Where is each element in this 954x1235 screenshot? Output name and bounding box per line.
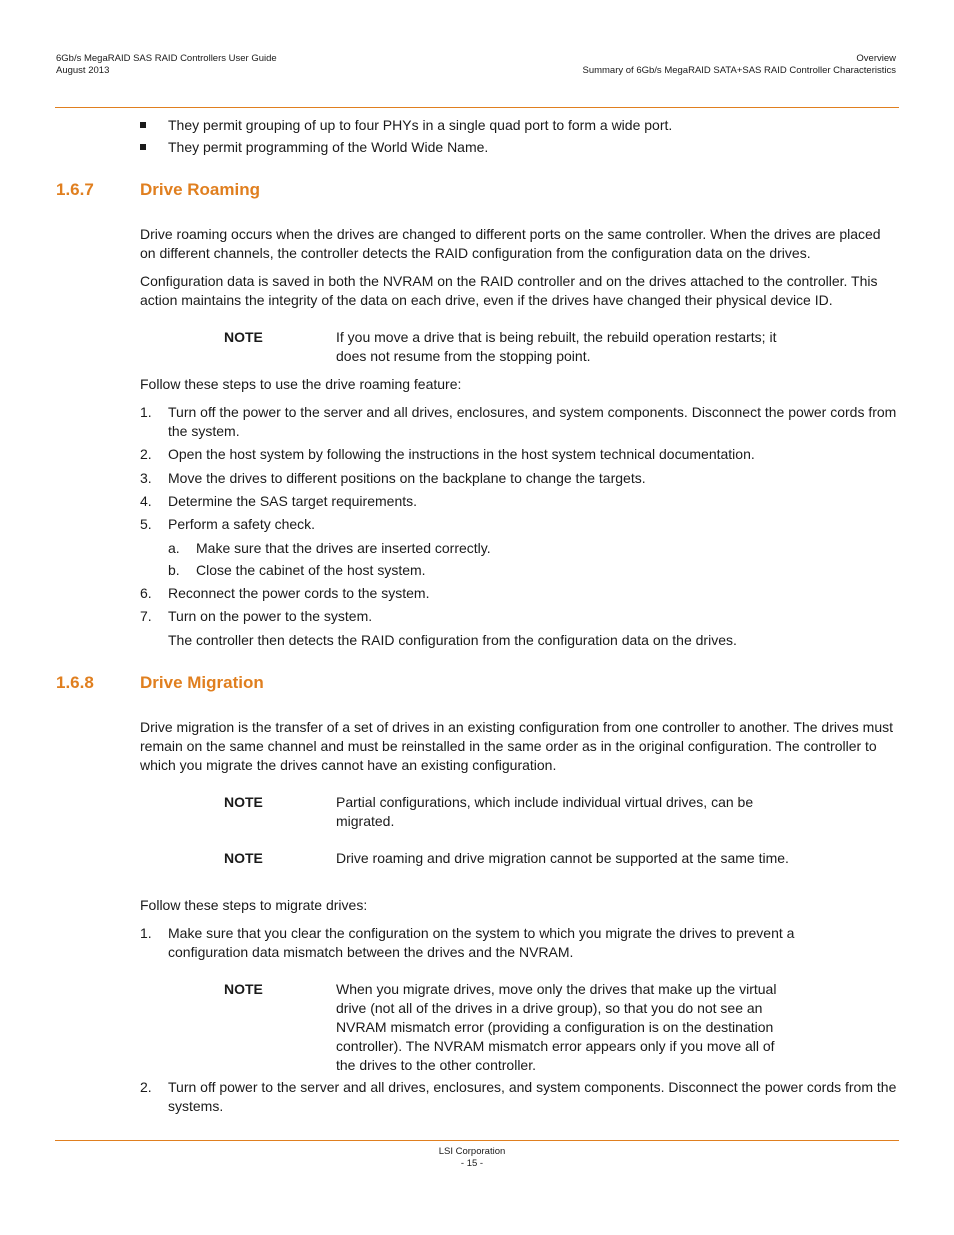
note-text: Partial configurations, which include individual virtual drives, can be migrated. [336,794,754,829]
section-title: Drive Migration [140,673,264,692]
substep-text: Close the cabinet of the host system. [196,562,426,578]
section-number: 1.6.7 [56,180,94,199]
note-label: NOTE [224,981,263,997]
bullet-item: They permit programming of the World Wide Name. [168,139,489,155]
step-number: 4. [140,493,152,509]
section-name: Summary of 6Gb/s MegaRAID SATA+SAS RAID Controller Characteristics [582,65,896,76]
footer-company: LSI Corporation [438,1146,506,1157]
step-number: 3. [140,470,152,486]
step-number: 2. [140,446,152,462]
steps-intro: Follow these steps to use the drive roaming feature: [140,376,462,392]
section-title: Drive Roaming [140,180,260,199]
note-text: Drive roaming and drive migration cannot be supported at the same time. [336,850,789,866]
step-text: Turn on the power to the system. [168,608,373,624]
closing-text: The controller then detects the RAID configuration from the configuration data on the drives. [168,632,737,648]
paragraph: Drive migration is the transfer of a set of drives in an existing configuration from one controller to another. The drives must remain on the same channel and must be reinstalled in the same order as in the original configuration. The controller to which you migrate the drives cannot have an existing configuration. [140,719,893,773]
page-footer [0,1146,944,1170]
footer-divider [55,1140,899,1141]
paragraph: Configuration data is saved in both the NVRAM on the RAID controller and on the drives attached to the controller. This action maintains the integrity of the data on each drive, even if the drives have changed their physical device ID. [140,273,878,308]
step-text: Turn off power to the server and all drives, enclosures, and system components. Disconnect the power cords from the systems. [168,1079,897,1114]
note-label: NOTE [224,329,263,345]
running-header-right [582,53,896,77]
doc-title: 6Gb/s MegaRAID SAS RAID Controllers User Guide [56,53,277,64]
substep-text: Make sure that the drives are inserted correctly. [196,540,491,556]
step-number: 5. [140,516,152,532]
section-number: 1.6.8 [56,673,94,692]
step-text: Perform a safety check. [168,516,316,532]
running-header-left [56,53,277,77]
step-text: Move the drives to different positions on the backplane to change the targets. [168,470,646,486]
step-number: 1. [140,404,152,420]
doc-date: August 2013 [56,65,110,76]
step-text: Open the host system by following the instructions in the host system technical documentation. [168,446,755,462]
step-text: Determine the SAS target requirements. [168,493,418,509]
bullet-marker [140,144,146,150]
step-number: 6. [140,585,152,601]
step-text: Reconnect the power cords to the system. [168,585,430,601]
note-text: When you migrate drives, move only the drives that make up the virtual drive (not all of the drives in a drive group), so that you do not see an NVRAM mismatch error (providing a configuration is on the destination controller). The NVRAM mismatch error appears only if you move all of the drives to the other controller. [336,981,777,1073]
step-number: 7. [140,608,152,624]
note-text: If you move a drive that is being rebuilt, the rebuild operation restarts; it does not resume from the stopping point. [336,329,777,364]
paragraph: Drive roaming occurs when the drives are changed to different ports on the same controller. When the drives are placed on different channels, the controller detects the RAID configuration from the configuration data on the drives. [140,226,881,261]
step-text: Turn off the power to the server and all drives, enclosures, and system components. Disconnect the power cords from the system. [168,404,897,439]
header-divider [55,107,899,108]
bullet-item: They permit grouping of up to four PHYs in a single quad port to form a wide port. [168,117,673,133]
step-number: 2. [140,1079,152,1095]
note-label: NOTE [224,794,263,810]
page-number: - 15 - [460,1158,484,1169]
chapter-name: Overview [856,53,896,64]
note-label: NOTE [224,850,263,866]
step-number: 1. [140,925,152,941]
substep-letter: a. [168,540,180,556]
substep-letter: b. [168,562,180,578]
steps-intro: Follow these steps to migrate drives: [140,897,368,913]
bullet-marker [140,122,146,128]
step-text: Make sure that you clear the configuration on the system to which you migrate the drives to prevent a configuration data mismatch between the drives and the NVRAM. [168,925,795,960]
